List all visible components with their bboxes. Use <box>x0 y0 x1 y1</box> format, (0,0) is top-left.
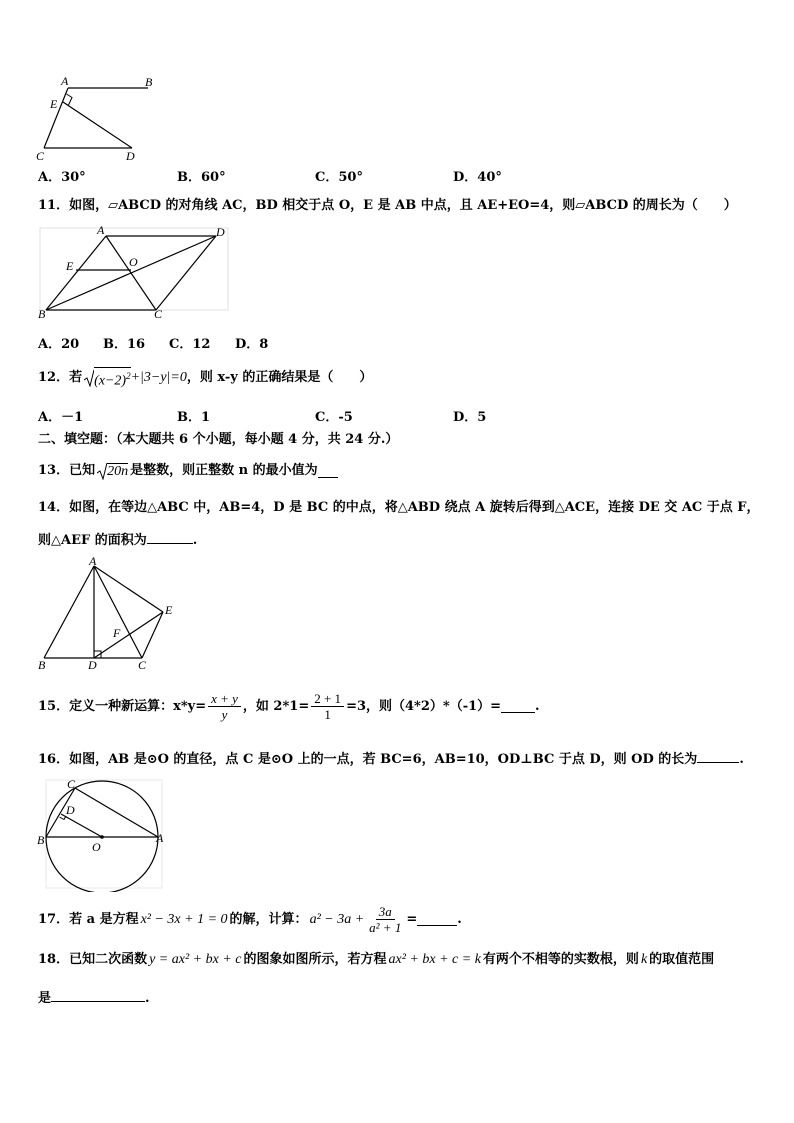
q18-prefix: 18．已知二次函数 <box>38 952 148 967</box>
q17-end: . <box>457 911 462 927</box>
q11-label-b: B <box>38 307 46 321</box>
q17-equation: x² − 3x + 1 = 0 <box>140 911 228 927</box>
q16-answer-blank[interactable] <box>697 750 739 763</box>
q17-question <box>38 904 462 935</box>
q16-end: . <box>739 752 744 767</box>
q18-answer-blank[interactable] <box>51 989 145 1002</box>
q10-option-d[interactable]: D．40° <box>453 170 502 185</box>
q17-mid: 的解，计算： <box>229 911 308 927</box>
q18-question-line1 <box>38 952 714 968</box>
q15-frac1-denominator: y <box>221 707 228 722</box>
q17-answer-blank[interactable] <box>417 913 457 926</box>
radical-sign-icon <box>84 369 94 387</box>
q13-prefix: 13．已知 <box>38 463 96 478</box>
q14-label-b: B <box>38 658 46 672</box>
q10-label-e: E <box>50 97 58 111</box>
radical-sign-icon <box>97 462 107 480</box>
q17-prefix: 17．若 a 是方程 <box>38 911 139 927</box>
q10-figure <box>30 72 170 164</box>
q14-answer-blank[interactable] <box>147 531 193 544</box>
q14-label-a: A <box>89 556 97 568</box>
q12-suffix: ，则 x-y 的正确结果是（ ） <box>186 370 373 386</box>
q12-radical <box>84 367 131 390</box>
q10-option-b[interactable]: B．60° <box>177 170 226 185</box>
q16-label-b: B <box>37 833 45 847</box>
q16-label-c: C <box>67 777 76 791</box>
q12-exponent: 2 <box>126 371 131 381</box>
q12-prefix: 12．若 <box>38 370 83 386</box>
q15-fraction-definition <box>208 691 241 722</box>
q10-label-c: C <box>36 149 45 163</box>
section2-title: 二、填空题：（本大题共 6 个小题，每小题 4 分，共 24 分.） <box>38 432 399 447</box>
q14-figure <box>32 556 182 674</box>
q17-frac-numerator: 3a <box>376 904 395 920</box>
q14-question-line1: 14．如图，在等边△ABC 中，AB=4，D 是 BC 的中点，将△ABD 绕点 A 旋转后得到△ACE，连接 DE 交 AC 于点 F， <box>38 500 760 515</box>
q10-label-d: D <box>126 149 135 163</box>
q15-frac2-denominator: 1 <box>324 707 331 722</box>
q11-label-e: E <box>66 259 74 273</box>
q10-label-b: B <box>145 75 153 89</box>
q14-question-line2 <box>38 531 197 549</box>
q13-radical <box>97 462 128 480</box>
q11-label-c: C <box>154 307 163 321</box>
q18-line2-text: 是 <box>38 991 52 1006</box>
q11-label-d: D <box>216 225 225 239</box>
q15-mid: ，如 2*1= <box>242 698 310 714</box>
q16-label-d: D <box>66 803 75 817</box>
q14-label-c: C <box>138 658 147 672</box>
q15-suffix: =3，则（4*2）*（-1）= <box>346 698 502 714</box>
q10-label-a: A <box>61 74 69 88</box>
q10-option-c[interactable]: C．50° <box>315 170 363 185</box>
q11-option-d[interactable]: D．8 <box>235 337 269 352</box>
q14-label-f: F <box>113 626 121 640</box>
q15-fraction-example <box>311 691 344 722</box>
q16-text: 16．如图，AB 是⊙O 的直径，点 C 是⊙O 上的一点，若 BC=6，AB=10，OD⊥BC 于点 D，则 OD 的长为 <box>38 752 698 767</box>
q18-equation: ax² + bx + c = k <box>388 952 481 967</box>
q18-mid2: 有两个不相等的实数根，则 <box>482 952 639 967</box>
q10-option-a[interactable]: A．30° <box>38 170 86 185</box>
q14-line2-end: . <box>192 533 198 548</box>
q12-option-d[interactable]: D．5 <box>453 410 487 425</box>
q12-option-c[interactable]: C．-5 <box>315 410 353 425</box>
q16-question <box>38 750 744 768</box>
q11-question: 11．如图，▱ABCD 的对角线 AC，BD 相交于点 O，E 是 AB 中点，且 AE+EO=4，则▱ABCD 的周长为（ ） <box>38 198 737 213</box>
q11-label-o: O <box>129 255 138 269</box>
q16-label-o: O <box>92 840 101 854</box>
q16-label-a: A <box>156 831 164 845</box>
q15-end: . <box>535 698 540 714</box>
q11-option-c[interactable]: C．12 <box>169 337 211 352</box>
q17-suffix: = <box>406 911 418 927</box>
q14-line2-text: 则△AEF 的面积为 <box>38 533 147 548</box>
q12-option-b[interactable]: B．1 <box>177 410 211 425</box>
q18-function: y = ax² + bx + c <box>149 952 242 967</box>
q13-suffix: 是整数，则正整数 n 的最小值为 <box>130 463 318 478</box>
q18-mid: 的图象如图所示，若方程 <box>243 952 387 967</box>
q12-question <box>38 367 372 390</box>
q14-label-e: E <box>165 603 173 617</box>
q15-frac1-numerator: x + y <box>208 691 241 707</box>
q15-answer-blank[interactable] <box>501 700 535 713</box>
q11-label-a: A <box>97 223 105 237</box>
q14-label-d: D <box>88 658 97 672</box>
q16-figure <box>34 774 168 892</box>
q12-option-a[interactable]: A．－1 <box>38 410 84 425</box>
q12-radicand: (x−2) <box>94 373 127 389</box>
q18-variable: k <box>640 952 648 967</box>
q17-frac-denominator: a² + 1 <box>369 920 402 935</box>
q15-frac2-numerator: 2 + 1 <box>311 691 344 707</box>
q11-option-b[interactable]: B．16 <box>103 337 146 352</box>
q13-radicand: 20n <box>107 463 129 479</box>
q15-question <box>38 691 540 722</box>
q13-question <box>38 462 338 480</box>
q17-fraction <box>366 904 404 935</box>
q18-question-line2 <box>38 989 150 1007</box>
q11-option-a[interactable]: A．20 <box>38 337 80 352</box>
q18-end: . <box>145 991 150 1006</box>
q12-abs-expression: +|3−y|=0 <box>130 370 187 386</box>
q18-suffix: 的取值范围 <box>649 952 715 967</box>
q11-figure <box>34 222 234 322</box>
q13-answer-blank[interactable] <box>318 465 338 478</box>
q15-prefix: 15．定义一种新运算：x*y= <box>38 698 207 714</box>
q17-expression: a² − 3a + <box>309 911 365 927</box>
